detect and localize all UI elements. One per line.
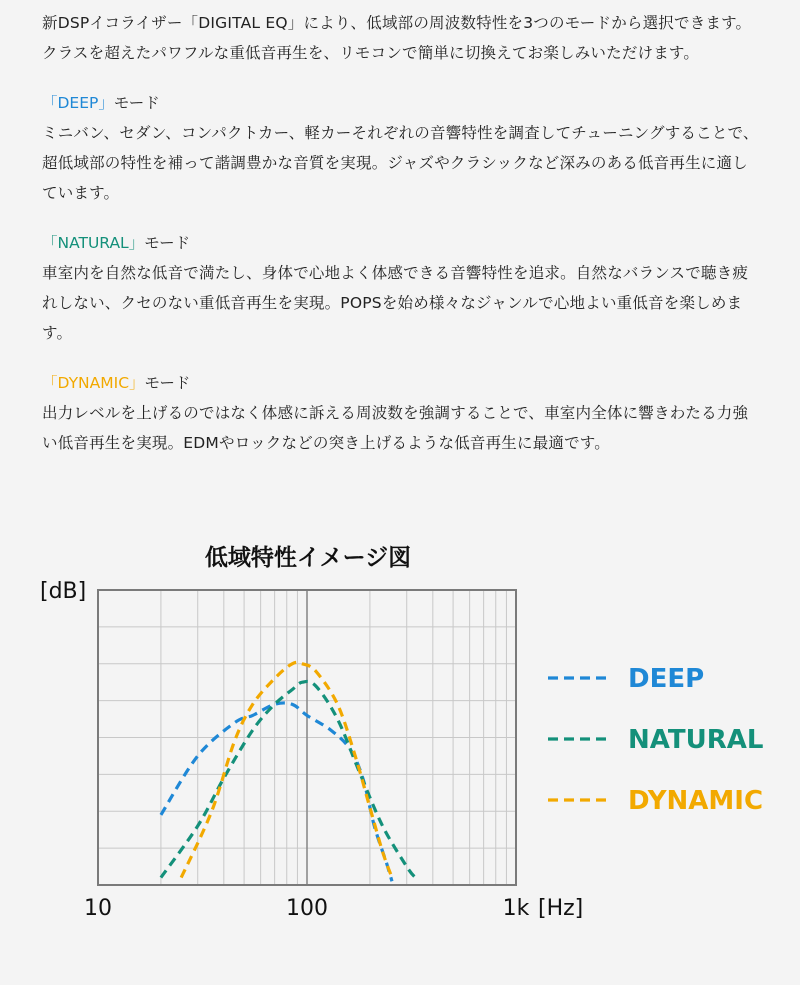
chart-title: 低域特性イメージ図 xyxy=(204,545,412,571)
intro-paragraph: 新DSPイコライザー「DIGITAL EQ」により、低域部の周波数特性を3つのモードから選択できます。クラスを超えたパワフルな重低音再生を、リモコンで簡単に切換えてお楽しみいただけます。 xyxy=(42,14,752,62)
frequency-chart xyxy=(0,530,800,950)
natural-mode-description: 車室内を自然な低音で満たし、身体で心地よく体感できる音響特性を追求。自然なバランスで聴き疲れしない、クセのない重低音再生を実現。POPSを始め様々なジャンルで心地よい重低音を楽しめます。 xyxy=(42,264,749,342)
description-content xyxy=(42,8,762,458)
dynamic-mode-name: 「DYNAMIC」 xyxy=(42,374,145,392)
chart-grid xyxy=(98,590,516,885)
x-tick-label: 10 xyxy=(84,896,112,921)
natural-section xyxy=(42,228,762,348)
deep-section xyxy=(42,88,762,208)
natural-mode-suffix: モード xyxy=(144,234,191,252)
dynamic-mode-description: 出力レベルを上げるのではなく体感に訴える周波数を強調することで、車室内全体に響きわたる力強い低音再生を実現。EDMやロックなどの突き上げるような低音再生に最適です。 xyxy=(42,404,749,452)
natural-mode-name: 「NATURAL」 xyxy=(42,234,145,252)
dynamic-mode-suffix: モード xyxy=(144,374,191,392)
deep-mode-suffix: モード xyxy=(113,94,160,112)
chart-legend xyxy=(548,664,763,816)
legend-label-deep: DEEP xyxy=(628,664,705,694)
natural-mode-title xyxy=(42,228,762,258)
frequency-chart-svg xyxy=(0,530,800,950)
dynamic-mode-title xyxy=(42,368,762,398)
legend-label-natural: NATURAL xyxy=(628,725,764,755)
deep-mode-description: ミニバン、セダン、コンパクトカー、軽カーそれぞれの音響特性を調査してチューニングすることで、超低域部の特性を補って諧調豊かな音質を実現。ジャズやクラシックなど深みのある低音再生に適しています。 xyxy=(42,124,759,202)
chart-x-ticks xyxy=(84,896,530,921)
chart-x-axis-label: [Hz] xyxy=(538,896,584,921)
dynamic-section xyxy=(42,368,762,458)
x-tick-label: 100 xyxy=(286,896,328,921)
legend-label-dynamic: DYNAMIC xyxy=(628,786,764,816)
x-tick-label: 1k xyxy=(502,896,530,921)
deep-mode-name: 「DEEP」 xyxy=(42,94,114,112)
deep-mode-title xyxy=(42,88,762,118)
chart-y-axis-label: [dB] xyxy=(40,579,87,604)
